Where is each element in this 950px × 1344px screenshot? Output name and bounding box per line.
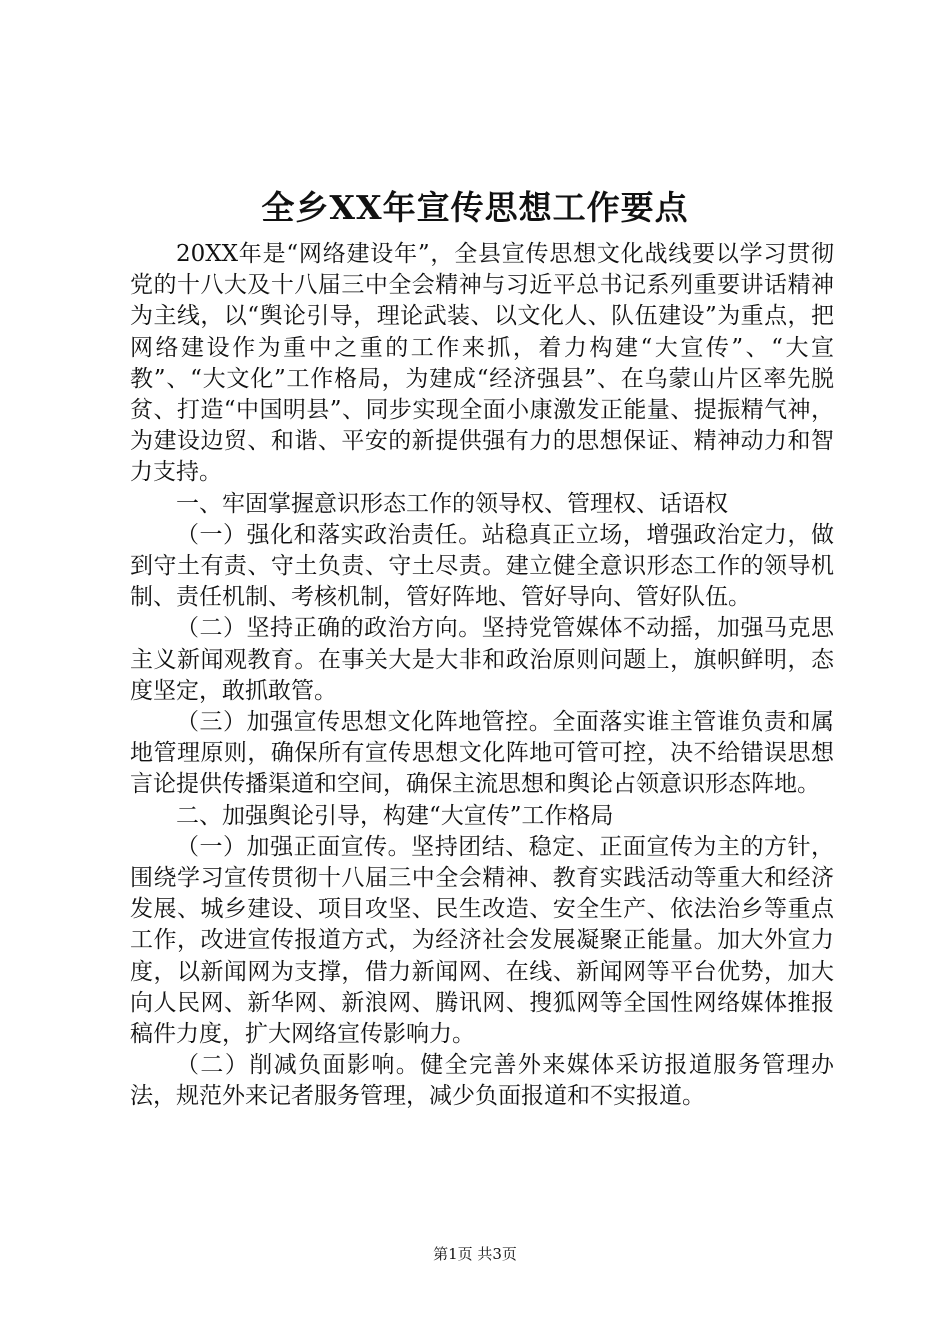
section-heading-1: 一、牢固掌握意识形态工作的领导权、管理权、话语权 xyxy=(176,490,728,517)
section-2-item-2: （二）削减负面影响。健全完善外来媒体采访报道服务管理办法，规范外来记者服务管理，减少负面报道和不实报道。 xyxy=(130,1052,834,1110)
section-2-item-1: （一）加强正面宣传。坚持团结、稳定、正面宣传为主的方针，围绕学习宣传贯彻十八届三中全会精神、教育实践活动等重大和经济发展、城乡建设、项目攻坚、民生改造、安全生产、依法治乡等重点工作，改进宣传报道方式，为经济社会发展凝聚正能量。加大外宣力度，以新闻网为支撑，借力新闻网、在线、新闻网等平台优势，加大向人民网、新华网、新浪网、腾讯网、搜狐网等全国性网络媒体推报稿件力度，扩大网络宣传影响力。 xyxy=(130,833,834,1048)
intro-paragraph: 20XX年是“网络建设年”，全县宣传思想文化战线要以学习贯彻党的十八大及十八届三中全会精神与习近平总书记系列重要讲话精神为主线，以“舆论引导，理论武装、以文化人、队伍建设”为重点，把网络建设作为重中之重的工作来抓，着力构建“大宣传”、“大宣教”、“大文化”工作格局，为建成“经济强县”、在乌蒙山片区率先脱贫、打造“中国明县”、同步实现全面小康激发正能量、提振精气神，为建设边贸、和谐、平安的新提供强有力的思想保证、精神动力和智力支持。 xyxy=(130,241,834,486)
document-body xyxy=(130,239,834,1113)
section-heading-2: 二、加强舆论引导，构建“大宣传”工作格局 xyxy=(176,802,614,829)
page-footer: 第1页 共3页 xyxy=(433,1245,517,1263)
section-1-item-1: （一）强化和落实政治责任。站稳真正立场，增强政治定力，做到守土有责、守土负责、守土尽责。建立健全意识形态工作的领导机制、责任机制、考核机制，管好阵地、管好导向、管好队伍。 xyxy=(130,521,834,611)
section-1-item-2: （二）坚持正确的政治方向。坚持党管媒体不动摇，加强马克思主义新闻观教育。在事关大是大非和政治原则问题上，旗帜鲜明，态度坚定，敢抓敢管。 xyxy=(130,615,834,704)
section-1-item-3: （三）加强宣传思想文化阵地管控。全面落实谁主管谁负责和属地管理原则，确保所有宣传思想文化阵地可管可控，决不给错误思想言论提供传播渠道和空间，确保主流思想和舆论占领意识形态阵地。 xyxy=(130,709,834,798)
document-title: 全乡XX年宣传思想工作要点 xyxy=(261,188,689,227)
